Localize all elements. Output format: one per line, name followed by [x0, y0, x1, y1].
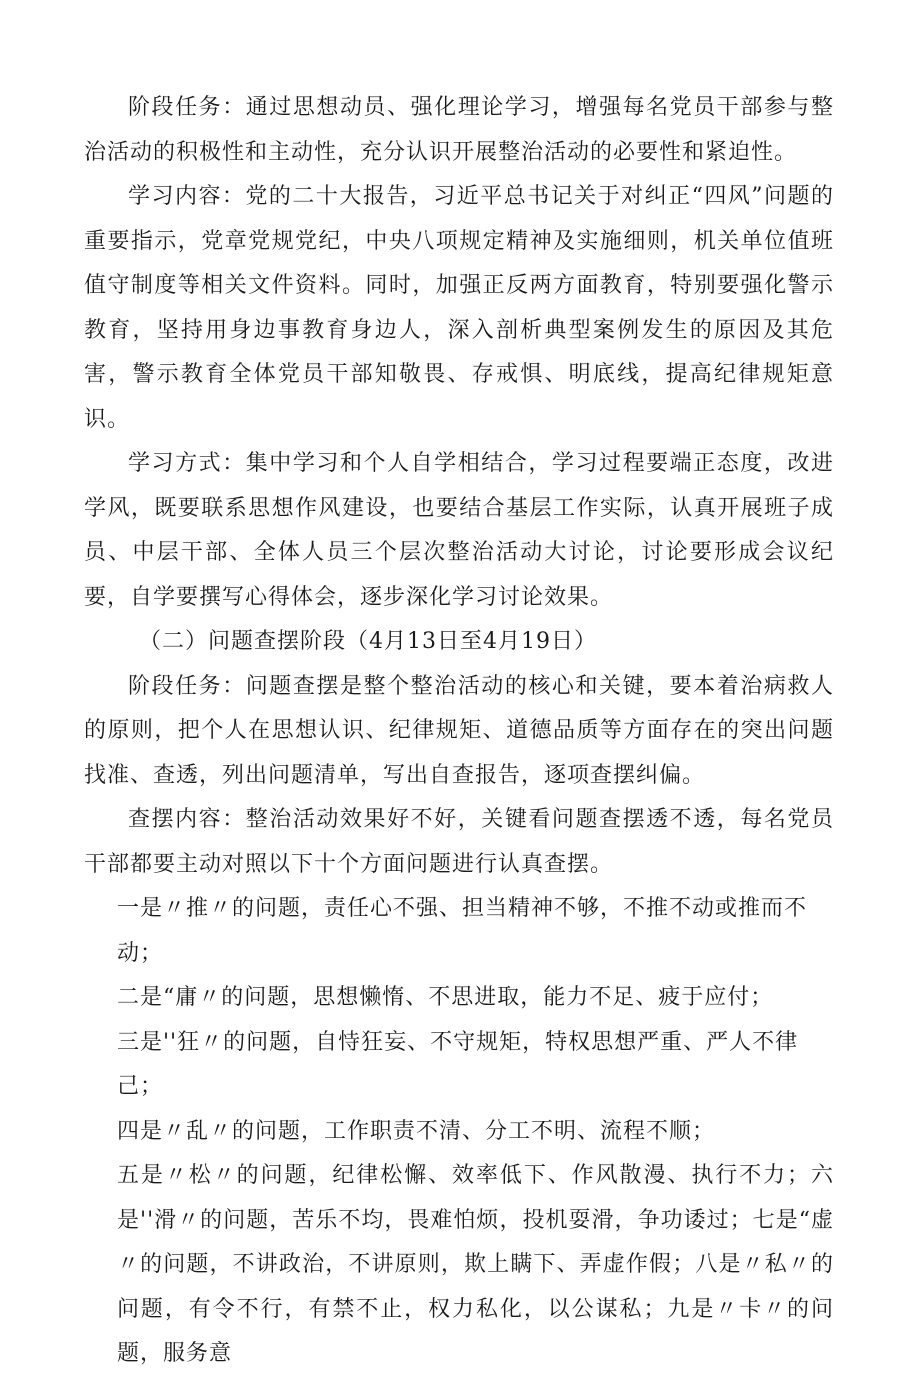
- list-item: 三是''狂〃的问题，自恃狂妄、不守规矩，特权思想严重、严人不律己；: [117, 1029, 799, 1099]
- list-item: 一是〃推〃的问题，责任心不强、担当精神不够，不推不动或推而不动；: [117, 896, 808, 966]
- section-heading-problem-check: （二）问题查摆阶段（4月13日至4月19日）: [139, 629, 597, 654]
- list-item: 二是“庸〃的问题，思想懒惰、不思进取，能力不足、疲于应付；: [117, 985, 774, 1010]
- paragraph-stage-task-2: 阶段任务：问题查摆是整个整治活动的核心和关键，要本着治病救人的原则，把个人在思想认识、纪律规矩、道德品质等方面存在的突出问题找准、查透，列出问题清单，写出自查报告，逐项查摆纠偏。: [84, 673, 834, 788]
- paragraph-check-content: 查摆内容：整治活动效果好不好，关键看问题查摆透不透，每名党员干部都要主动对照以下十个方面问题进行认真查摆。: [84, 807, 834, 877]
- paragraph-study-method: 学习方式：集中学习和个人自学相结合，学习过程要端正态度，改进学风，既要联系思想作风建设，也要结合基层工作实际，认真开展班子成员、中层干部、全体人员三个层次整治活动大讨论，讨论要形成会议纪要，自学要撰写心得体会，逐步深化学习讨论效果。: [84, 451, 834, 610]
- document-body: [84, 86, 834, 1377]
- paragraph-stage-task-1: 阶段任务：通过思想动员、强化理论学习，增强每名党员干部参与整治活动的积极性和主动性，充分认识开展整治活动的必要性和紧迫性。: [84, 95, 834, 165]
- list-item: 四是〃乱〃的问题，工作职责不清、分工不明、流程不顺；: [117, 1118, 716, 1144]
- paragraph-study-content: 学习内容：党的二十大报告，习近平总书记关于对纠正“四风”问题的重要指示，党章党规党纪，中央八项规定精神及实施细则，机关单位值班值守制度等相关文件资料。同时，加强正反两方面教育，特别要强化警示教育，坚持用身边事教育身边人，深入剖析典型案例发生的原因及其危害，警示教育全体党员干部知敬畏、存戒惧、明底线，提高纪律规矩意识。: [84, 184, 834, 432]
- list-item-block: 五是〃松〃的问题，纪律松懈、效率低下、作风散漫、执行不力；六是''滑〃的问题，苦乐不均，畏难怕烦，投机耍滑，争功诿过；七是“虚〃的问题，不讲政治，不讲原则，欺上瞒下、弄虚作假；八是〃私〃的问题，有令不行，有禁不止，权力私化，以公谋私；九是〃卡〃的问题，服务意: [117, 1163, 834, 1366]
